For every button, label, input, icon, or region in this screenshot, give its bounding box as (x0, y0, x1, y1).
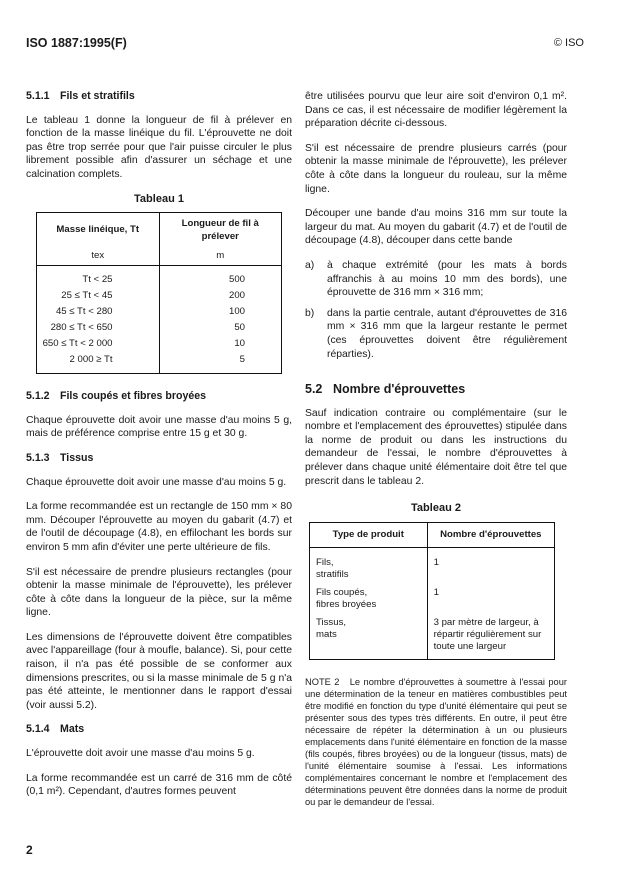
list-item: a) à chaque extrémité (pour les mats à bords affranchis à au moins 10 mm des bords), une éprouvette de 316 mm × 316 mm; (305, 259, 567, 299)
table-2 (309, 522, 555, 660)
table-row: 280 ≤ Tt < 650 50 (37, 320, 282, 336)
paragraph: Découper une bande d'au moins 316 mm sur toute la largeur du mat. Au moyen du gabarit (4.7) et de l'outil de découpage (4.8), découper dans cette bande (305, 208, 567, 247)
table-row: Fils coupés, fibres broyées 1 (310, 584, 555, 614)
section-heading-5-2: 5.2 Nombre d'éprouvettes (305, 382, 466, 397)
table-row: Fils, stratifils 1 (310, 554, 555, 584)
table-2-header-count: Nombre d'éprouvettes (427, 522, 554, 547)
section-heading-5-1-3: 5.1.3 Tissus (26, 451, 94, 464)
paragraph: être utilisées pourvu que leur aire soit d'environ 0,1 m². Dans ce cas, il est nécessaire de modifier légèrement la préparation décrite ci-dessous. (305, 91, 567, 130)
section-heading-5-1-1: 5.1.1 Fils et stratifils (26, 90, 135, 102)
table-1-unit-length: m (159, 247, 282, 266)
section-heading-5-1-2: 5.1.2 Fils coupés et fibres broyées (26, 390, 207, 403)
table-row: 25 ≤ Tt < 45 200 (37, 288, 282, 304)
document-header-copyright: © ISO (553, 37, 584, 49)
table-row: 45 ≤ Tt < 280 100 (37, 304, 282, 320)
table-1-unit-mass: tex (37, 247, 160, 266)
right-column (305, 90, 567, 808)
page-number: 2 (26, 843, 33, 857)
table-1-header-length: Longueur de fil à prélever (159, 213, 282, 248)
paragraph: Chaque éprouvette doit avoir une masse d'au moins 5 g, mais de préférence comprise entre 15 g et 30 g. (26, 414, 292, 440)
table-row: Tt < 25 500 (37, 266, 282, 289)
paragraph: L'éprouvette doit avoir une masse d'au moins 5 g. (26, 748, 255, 760)
table-row: Tissus, mats 3 par mètre de largeur, à répartir régulièrement sur toute une largeur (310, 614, 555, 660)
paragraph: Les dimensions de l'éprouvette doivent être compatibles avec l'appareillage (four à moufle, balance). Si, pour cette raison, il n'a pas été possible de se conformer aux dimensions prescrites, ou si la masse minimale de 5 g n'a pas été atteinte, le mentionner dans le rapport d'essai (voir aussi 5.2). (26, 631, 292, 711)
paragraph: S'il est nécessaire de prendre plusieurs rectangles (pour obtenir la masse minimale de l'éprouvette), les prélever côte à côte dans la longueur de la pièce, sur la même ligne. (26, 566, 292, 619)
table-1-header-mass: Masse linéique, Tt (37, 213, 160, 248)
document-header-standard: ISO 1887:1995(F) (26, 36, 127, 50)
paragraph: S'il est nécessaire de prendre plusieurs carrés (pour obtenir la masse minimale de l'éprouvette), les prélever côte à côte dans la longueur du rouleau, sur la même ligne. (305, 142, 567, 195)
table-1 (36, 212, 282, 374)
paragraph: La forme recommandée est un rectangle de 150 mm × 80 mm. Découper l'éprouvette au moyen du gabarit (4.7) et de l'outil de découpage (4.8), en effilochant les bords sur environ 5 mm afin d'éviter une perte ultérieure de fils. (26, 501, 292, 553)
table-row: 2 000 ≥ Tt 5 (37, 352, 282, 374)
list-item: b) dans la partie centrale, autant d'éprouvettes de 316 mm × 316 mm que la largeur restante le permet (ces éprouvettes doivent être régulièrement réparties). (305, 307, 567, 360)
table-2-header-type: Type de produit (310, 522, 428, 547)
paragraph: Chaque éprouvette doit avoir une masse d'au moins 5 g. (26, 476, 287, 488)
table-row: 650 ≤ Tt < 2 000 10 (37, 336, 282, 352)
note-2: NOTE 2 Le nombre d'éprouvettes à soumettre à l'essai pour une détermination de la teneur en matières combustibles peut être modifié en fonction du type d'unité élémentaire qui peut se présenter sous des types très différents. En outre, il peut être nécessaire de répéter la détermination à un ou plusieurs emplacements dans l'unité élémentaire en fonction de la masse (fils coupés, fibres broyées) ou de la longueur (tissus, mats) de l'unité élémentaire soumise à l'essai. Les informations complémentaires concernant le nombre et l'emplacement des déterminations peuvent être données dans la norme de produit ou par le demandeur de l'essai. (305, 676, 567, 807)
paragraph: Sauf indication contraire ou complémentaire (sur le nombre et l'emplacement des éprouvettes) stipulée dans la norme de produit ou dans les instructions du demandeur de l'essai, le nombre d'éprouvettes à prélever dans chaque unité élémentaire doit être tel que prescrit dans le tableau 2. (305, 407, 567, 487)
paragraph: Le tableau 1 donne la longueur de fil à prélever en fonction de la masse linéique du fil. L'éprouvette ne doit pas être trop serrée pour que l'air puisse circuler le plus librement possible afin d'assurer un séchage et une calcination complets. (26, 114, 292, 180)
left-column (26, 90, 292, 810)
table-1-caption: Tableau 1 (134, 192, 184, 205)
section-heading-5-1-4: 5.1.4 Mats (26, 723, 85, 736)
paragraph: La forme recommandée est un carré de 316 mm de côté (0,1 m²). Cependant, d'autres formes peuvent (26, 772, 292, 798)
table-2-caption: Tableau 2 (411, 502, 461, 515)
ordered-list (305, 259, 567, 361)
